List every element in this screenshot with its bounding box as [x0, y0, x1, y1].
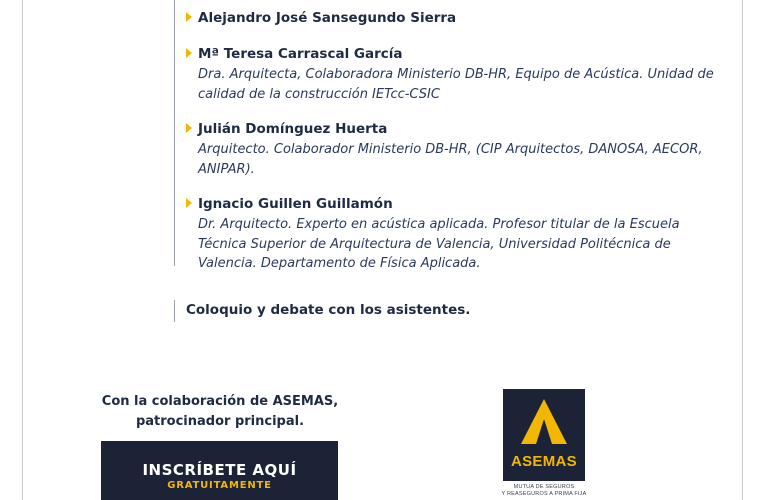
speaker-name: Mª Teresa Carrascal García: [198, 46, 403, 62]
bullet-arrow-icon: [186, 123, 192, 133]
speaker-name: Julián Domínguez Huerta: [198, 121, 388, 137]
speaker-item: [186, 9, 726, 27]
logo-tagline-line: Y REASEGUROS A PRIMA FIJA: [501, 491, 587, 497]
speaker-name-row: [186, 195, 726, 213]
speaker-description: Arquitecto. Colaborador Ministerio DB-HR, (CIP Arquitectos, DANOSA, AECOR, ANIPAR).: [198, 142, 703, 177]
debate-vertical-rule: [174, 300, 175, 322]
speaker-name: Ignacio Guillen Guillamón: [198, 196, 393, 212]
speaker-item: [186, 120, 726, 179]
speaker-description: Dra. Arquitecta, Colaboradora Ministerio DB-HR, Equipo de Acústica. Unidad de calidad de la construcción IETcc-CSIC: [198, 67, 714, 102]
speaker-name-row: [186, 120, 726, 138]
frame-right-border: [742, 0, 743, 500]
asemas-logo: [503, 389, 585, 481]
speaker-item: [186, 45, 726, 104]
logo-tagline: [496, 484, 592, 498]
speaker-name-row: [186, 9, 726, 27]
bullet-arrow-icon: [186, 198, 192, 208]
triangle-logo-icon: [503, 389, 585, 453]
bullet-arrow-icon: [186, 12, 192, 22]
logo-tagline-line: MUTUA DE SEGUROS: [513, 484, 575, 490]
speakers-vertical-rule: [174, 0, 175, 266]
logo-brand-text: ASEMAS: [511, 453, 577, 470]
speaker-item: [186, 195, 726, 274]
frame-left-border: [22, 0, 23, 500]
bullet-arrow-icon: [186, 48, 192, 58]
collaboration-line: Con la colaboración de ASEMAS,: [101, 394, 339, 409]
speaker-name: Alejandro José Sansegundo Sierra: [198, 10, 457, 26]
speaker-description: Dr. Arquitecto. Experto en acústica aplicada. Profesor titular de la Escuela Técnica Superior de Arquitectura de Valencia, Universidad Politécnica de Valencia. Departamento de Física Aplicada.: [198, 217, 680, 271]
register-button-sublabel: GRATUITAMENTE: [167, 480, 272, 491]
collaboration-text: [92, 392, 348, 432]
register-button[interactable]: [101, 441, 338, 500]
register-button-label: INSCRÍBETE AQUÍ: [142, 461, 297, 479]
debate-text: Coloquio y debate con los asistentes.: [186, 302, 471, 318]
speaker-name-row: [186, 45, 726, 63]
collaboration-line: patrocinador principal.: [135, 414, 305, 429]
